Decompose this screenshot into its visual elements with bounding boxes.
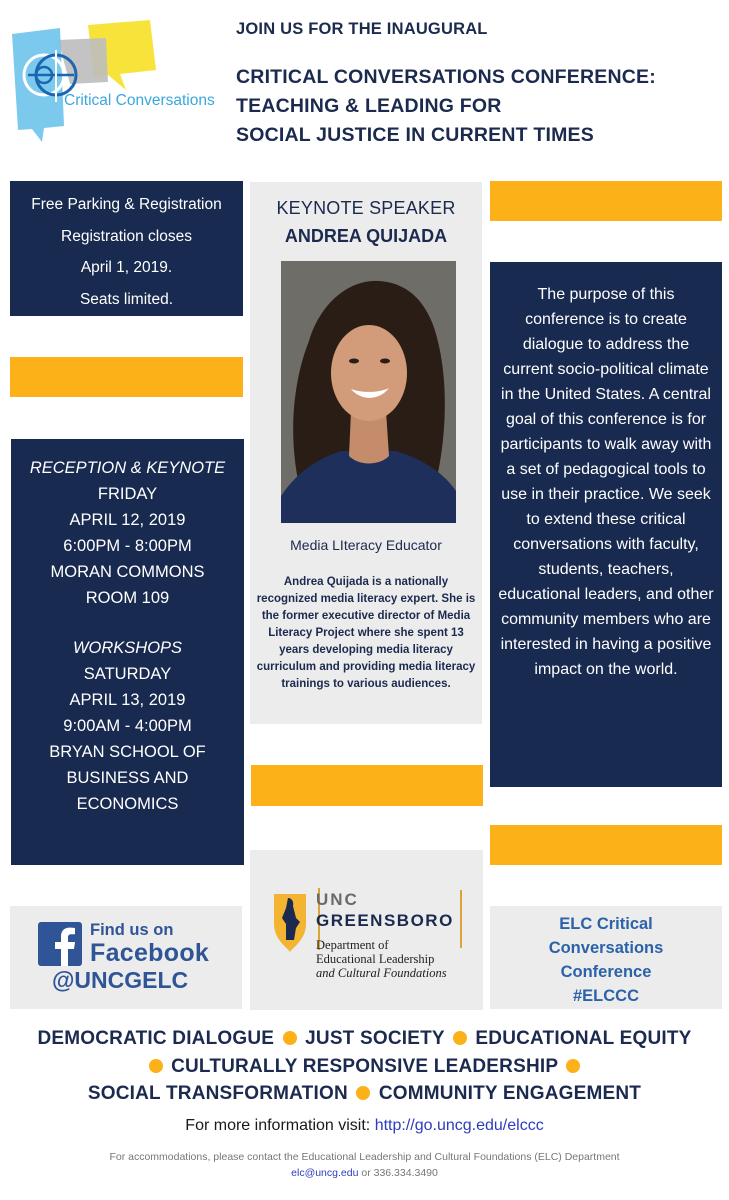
value-item: SOCIAL TRANSFORMATION: [87, 1083, 348, 1104]
gold-accent-bar: [251, 765, 483, 806]
gold-accent-bar: [490, 181, 722, 221]
schedule-box: [11, 439, 244, 865]
workshops-time: 9:00AM - 4:00PM: [63, 717, 192, 735]
bullet-dot-icon: [283, 1031, 297, 1045]
reception-heading: RECEPTION & KEYNOTE: [29, 459, 226, 477]
bullet-dot-icon: [149, 1059, 163, 1073]
workshops-location: BUSINESS AND: [66, 769, 189, 787]
registration-line: Registration closes: [61, 227, 192, 245]
unc-greensboro-logo-box: [250, 850, 483, 1010]
logo-text: Critical Conversations: [64, 92, 215, 109]
registration-line: Seats limited.: [79, 290, 174, 308]
contact-email-link[interactable]: elc@uncg.edu: [291, 1167, 359, 1179]
workshops-day: SATURDAY: [83, 665, 172, 683]
value-item: JUST SOCIETY: [305, 1028, 445, 1049]
conference-title: [236, 63, 716, 150]
bullet-dot-icon: [356, 1086, 370, 1100]
department-line: and Cultural Foundations: [316, 966, 447, 980]
more-info-line: [0, 1117, 729, 1135]
gold-accent-bar: [490, 825, 722, 865]
facebook-brand-text: Facebook: [90, 939, 210, 967]
reception-day: FRIDAY: [97, 485, 158, 503]
keynote-name: ANDREA QUIJADA: [284, 226, 448, 246]
facebook-icon: [38, 922, 82, 966]
value-item: DEMOCRATIC DIALOGUE: [37, 1028, 275, 1049]
facebook-handle[interactable]: @UNCGELC: [52, 967, 189, 993]
accommodations-note: [0, 1149, 729, 1181]
registration-box: [10, 181, 243, 316]
facebook-find-text: Find us on: [90, 921, 174, 939]
speech-bubbles-icon: [8, 20, 223, 145]
title-line: TEACHING & LEADING FOR: [236, 95, 502, 117]
registration-line: April 1, 2019.: [80, 259, 173, 276]
elc-hashtag[interactable]: #ELCCC: [572, 987, 639, 1005]
values-line: [0, 1025, 729, 1053]
reception-time: 6:00PM - 8:00PM: [63, 537, 192, 555]
department-line: Department of: [316, 938, 389, 952]
reception-location: MORAN COMMONS: [50, 563, 205, 581]
join-us-heading: JOIN US FOR THE INAUGURAL: [236, 20, 488, 38]
keynote-bio: Andrea Quijada is a nationally recognized media literacy expert. She is the former executive director of Media Literacy Project where she spent 13 years developing media literacy curriculum and providing media literacy trainings to various audiences.: [256, 576, 476, 690]
speaker-photo: [281, 261, 456, 523]
keynote-role: Media LIteracy Educator: [290, 537, 442, 553]
reception-location: ROOM 109: [85, 589, 170, 607]
gold-accent-bar: [10, 357, 243, 397]
workshops-heading: WORKSHOPS: [72, 639, 183, 657]
accommodations-text: For accommodations, please contact the Educational Leadership and Cultural Foundations (ELC) Department: [109, 1151, 620, 1163]
values-banner: [0, 1025, 729, 1108]
more-info-link[interactable]: http://go.uncg.edu/elccc: [374, 1117, 544, 1134]
critical-conversations-logo: [8, 20, 223, 145]
or-text: or: [361, 1167, 371, 1179]
department-line: Educational Leadership: [316, 952, 435, 966]
values-line: [0, 1080, 729, 1108]
minerva-shield-icon: [272, 888, 308, 954]
elc-line: ELC Critical: [559, 915, 653, 933]
bullet-dot-icon: [566, 1059, 580, 1073]
elc-conference-hashtag-box: [490, 906, 722, 1009]
value-item: CULTURALLY RESPONSIVE LEADERSHIP: [171, 1055, 558, 1077]
elc-line: Conversations: [548, 939, 664, 957]
elc-line: Conference: [560, 963, 652, 981]
facebook-box[interactable]: [10, 906, 242, 1009]
greensboro-text: GREENSBORO: [316, 911, 454, 930]
keynote-label: KEYNOTE SPEAKER: [276, 198, 456, 218]
values-line: [0, 1053, 729, 1081]
more-info-label: For more information visit:: [185, 1117, 371, 1134]
value-item: COMMUNITY ENGAGEMENT: [378, 1083, 642, 1104]
contact-phone: 336.334.3490: [373, 1167, 438, 1179]
unc-text: UNC: [316, 890, 359, 909]
reception-date: APRIL 12, 2019: [69, 511, 186, 529]
registration-line: Free Parking & Registration: [31, 196, 222, 213]
workshops-location: BRYAN SCHOOL OF: [49, 743, 206, 761]
title-line: SOCIAL JUSTICE IN CURRENT TIMES: [236, 124, 594, 146]
workshops-date: APRIL 13, 2019: [69, 691, 186, 709]
purpose-statement: The purpose of this conference is to create dialogue to address the current socio-political climate in the United States. A central goal of this conference is for participants to walk away with a set of pedagogical tools to use in their practice. We seek to extend these critical conversations with faculty, students, teachers, educational leaders, and other community members who are interested in having a positive impact on the world.: [490, 262, 722, 787]
bullet-dot-icon: [453, 1031, 467, 1045]
title-line: CRITICAL CONVERSATIONS CONFERENCE:: [236, 66, 656, 88]
value-item: EDUCATIONAL EQUITY: [475, 1028, 692, 1049]
workshops-location: ECONOMICS: [76, 795, 179, 813]
department-name: [316, 938, 447, 980]
logo-divider: [460, 890, 462, 948]
